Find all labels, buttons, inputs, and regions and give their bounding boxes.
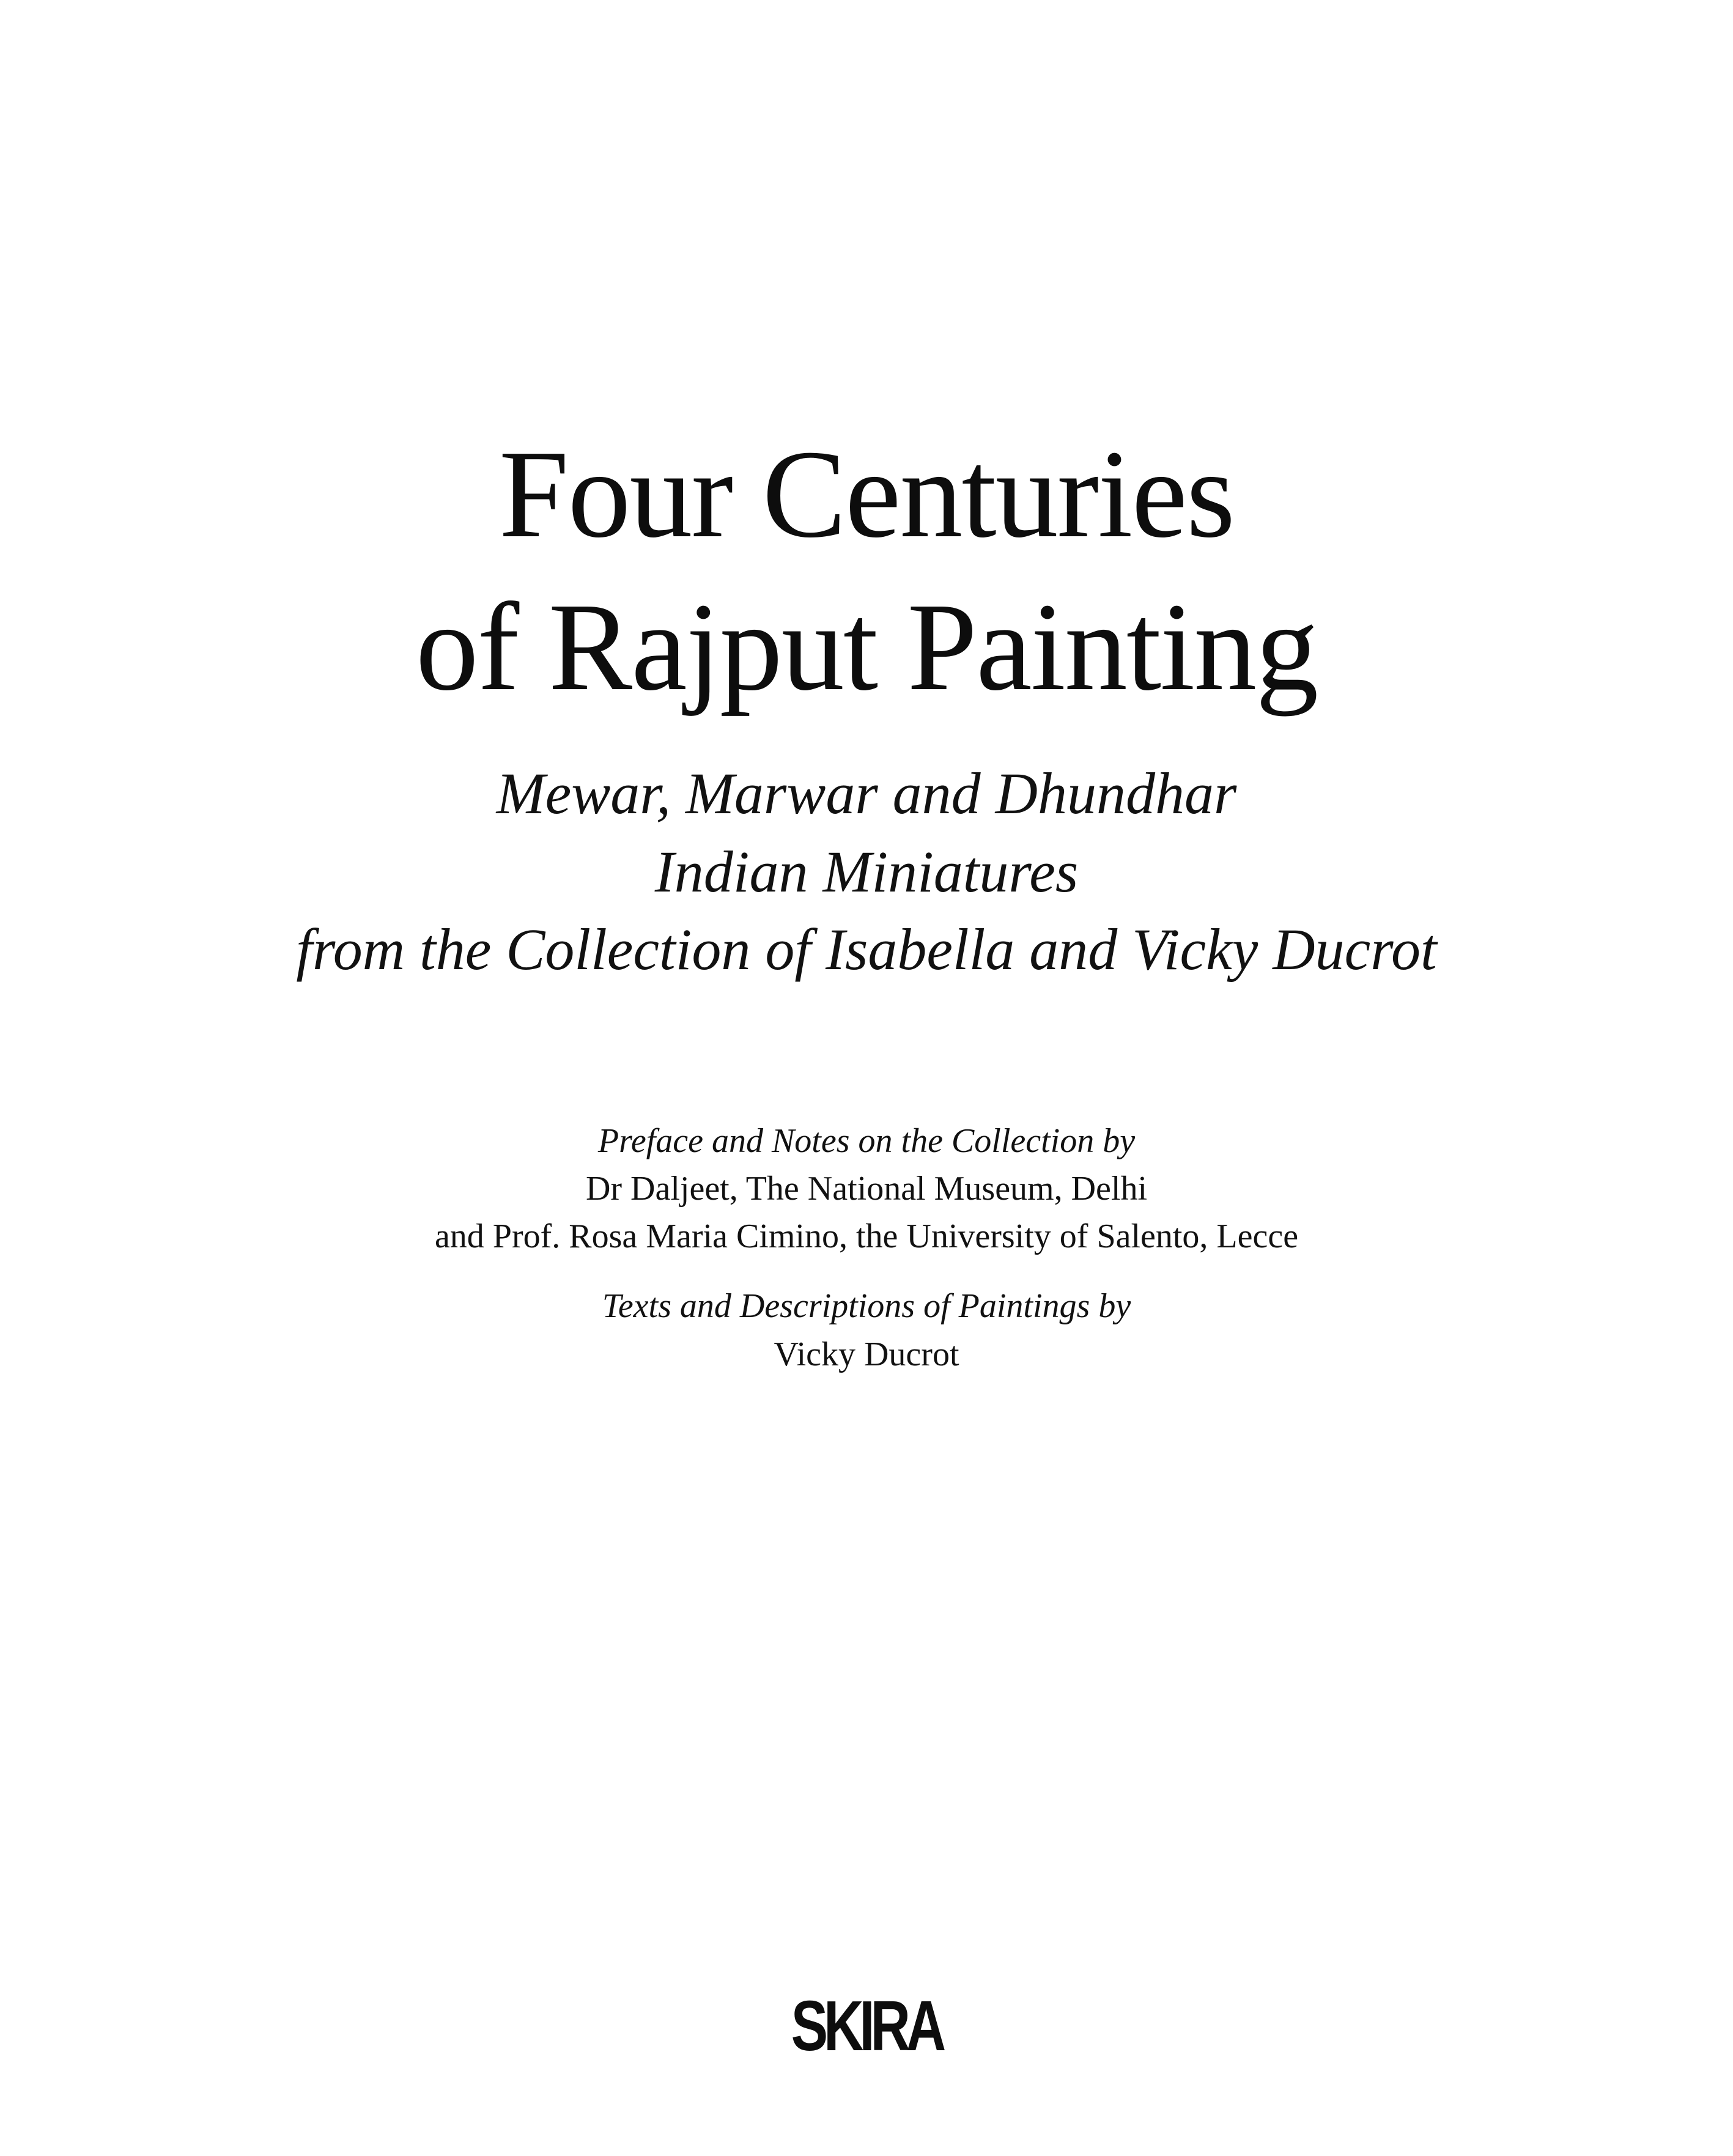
book-title-line-1: Four Centuries — [498, 424, 1235, 564]
preface-credit-line-2: and Prof. Rosa Maria Cimino, the University of Salento, Lecce — [434, 1217, 1299, 1255]
subtitle-line-1: Mewar, Marwar and Dhundhar — [496, 761, 1237, 826]
subtitle-line-3: from the Collection of Isabella and Vicky Ducrot — [296, 917, 1437, 982]
texts-credit-author: Vicky Ducrot — [774, 1335, 959, 1373]
publisher-logo: SKIRA — [791, 1986, 942, 2066]
texts-credit-heading: Texts and Descriptions of Paintings by — [602, 1287, 1131, 1325]
preface-credit-line-1: Dr Daljeet, The National Museum, Delhi — [585, 1170, 1148, 1208]
subtitle-line-2: Indian Miniatures — [654, 839, 1079, 904]
book-title-line-2: of Rajput Painting — [415, 577, 1318, 717]
preface-credit-heading: Preface and Notes on the Collection by — [597, 1122, 1136, 1160]
